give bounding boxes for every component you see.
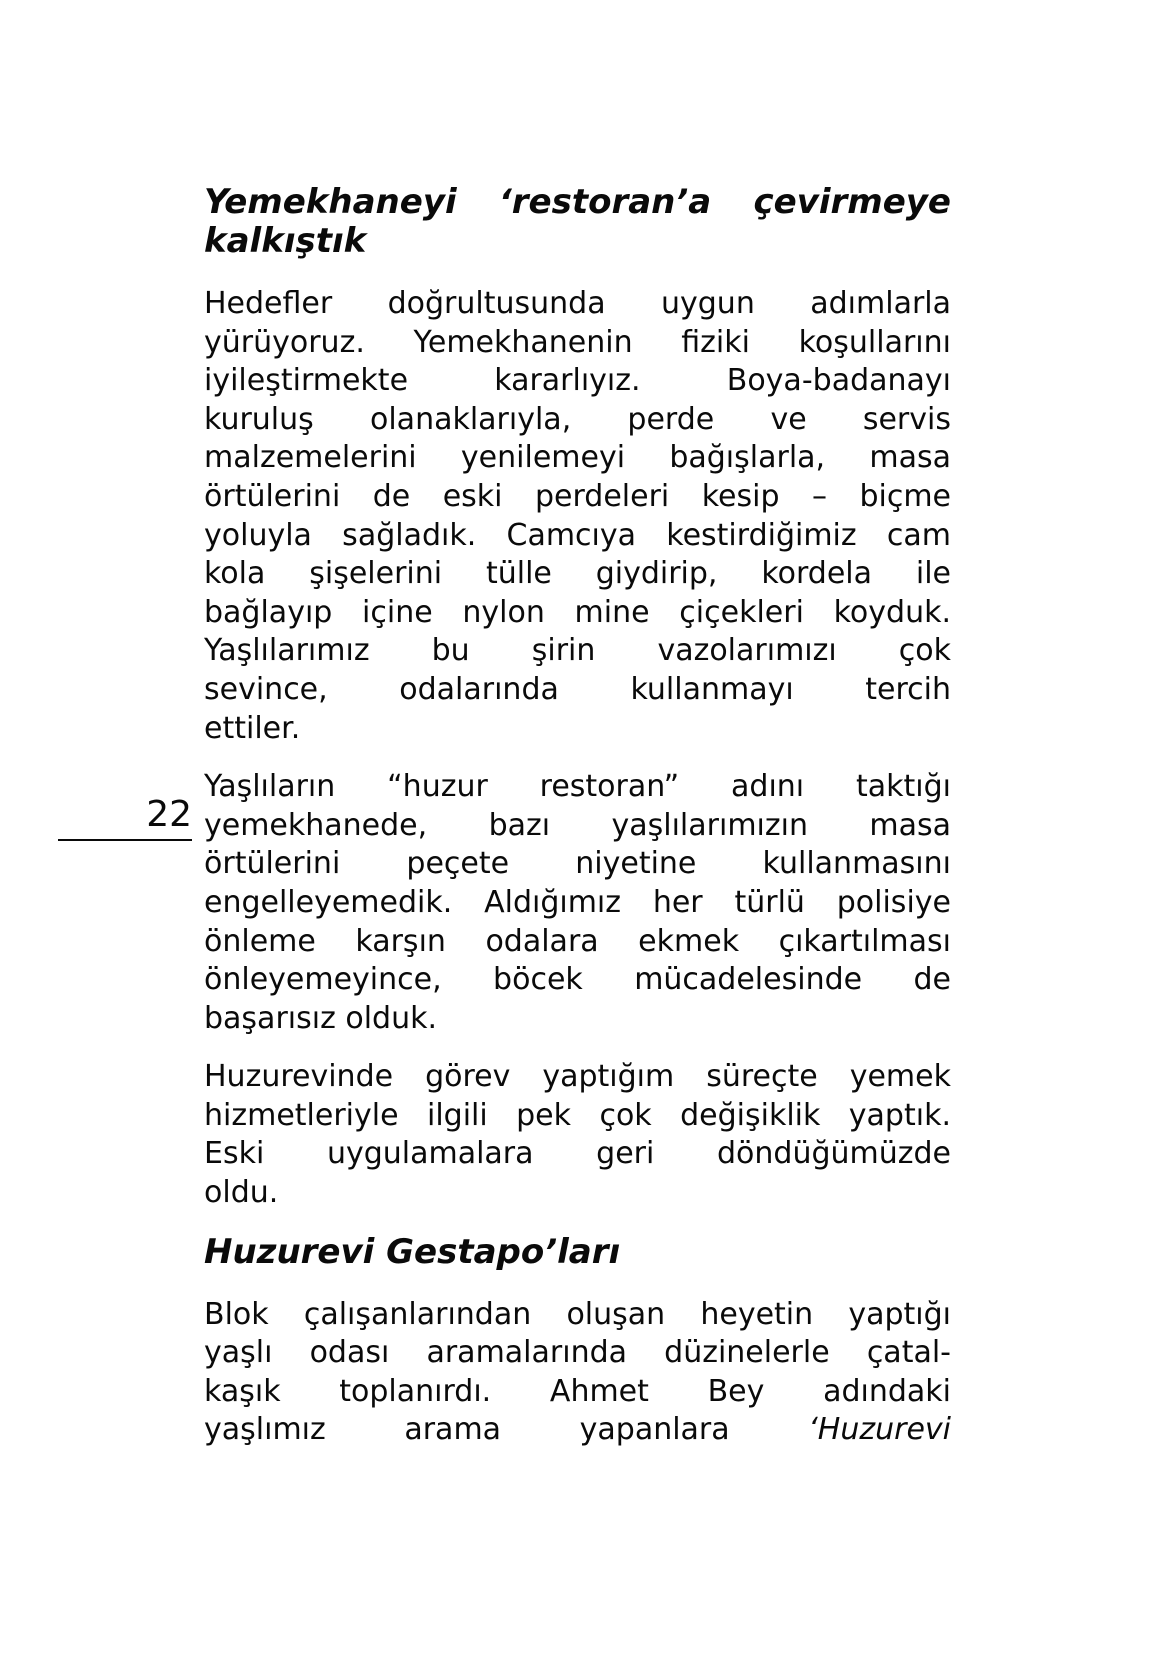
text-line: sevince, odalarında kullanmayı tercih [204, 671, 951, 707]
text-line: hizmetleriyle ilgili pek çok değişiklik yaptık. [204, 1097, 951, 1133]
paragraph-changes [204, 1058, 951, 1212]
text-line: kola şişelerini tülle giydirip, kordela ile [204, 556, 951, 592]
text-line: Yaşlıların “huzur restoran” adını taktığı [204, 769, 951, 805]
page-number-block [58, 796, 192, 841]
text-line: örtülerini peçete niyetine kullanmasını [204, 846, 951, 882]
text-line: Yemekhaneyi ‘restoran’a çevirmeye [204, 182, 951, 222]
paragraph-tablecloths [204, 768, 951, 1038]
text-line: kalkıştık [204, 221, 367, 261]
text-line: önleyemeyince, böcek mücadelesinde de [204, 962, 951, 998]
text-line: örtülerini de eski perdeleri kesip – biçme [204, 478, 951, 514]
text-line: Huzurevinde görev yaptığım süreçte yemek [204, 1059, 951, 1095]
paragraph-goals [204, 285, 951, 748]
text-line: kuruluş olanaklarıyla, perde ve servis [204, 401, 951, 437]
heading-restaurant [204, 183, 951, 261]
text-line: ettiler. [204, 710, 301, 746]
text-line: Hedefler doğrultusunda uygun adımlarla [204, 286, 951, 321]
text-line: malzemelerini yenilemeyi bağışlarla, masa [204, 440, 951, 476]
text-line: başarısız olduk. [204, 1000, 438, 1036]
text-line: Blok çalışanlarından oluşan heyetin yaptığı [204, 1296, 951, 1332]
text-line: iyileştirmekte kararlıyız. Boya-badanayı [204, 363, 951, 399]
text-line: Eski uygulamalara geri döndüğümüzde [204, 1136, 951, 1172]
text-column [204, 183, 951, 1470]
text-line: yemekhanede, bazı yaşlılarımızın masa [204, 807, 951, 843]
text-line: engelleyemedik. Aldığımız her türlü polisiye [204, 884, 951, 920]
text-line: bağlayıp içine nylon mine çiçekleri koyduk. [204, 594, 951, 630]
text-line: oldu. [204, 1175, 279, 1211]
text-line: yaşlı odası aramalarında düzinelerle çatal- [204, 1335, 951, 1371]
paragraph-searches [204, 1296, 951, 1450]
text-line: yoluyla sağladık. Camcıya kestirdiğimiz cam [204, 517, 951, 553]
text-line: Huzurevi Gestapo’ları [204, 1231, 621, 1272]
italic-text: ‘Huzurevi [808, 1412, 951, 1448]
text-line: kaşık toplanırdı. Ahmet Bey adındaki [204, 1373, 951, 1409]
page-number: 22 [146, 794, 192, 835]
folio-rule [58, 839, 192, 841]
text-line: önleme karşın odalara ekmek çıkartılması [204, 923, 951, 959]
text-line: Yaşlılarımız bu şirin vazolarımızı çok [204, 633, 951, 669]
heading-gestapo [204, 1233, 951, 1272]
text-line: yürüyoruz. Yemekhanenin fiziki koşullarını [204, 324, 951, 360]
text-line: yaşlımız arama yapanlara ‘Huzurevi [204, 1412, 951, 1448]
